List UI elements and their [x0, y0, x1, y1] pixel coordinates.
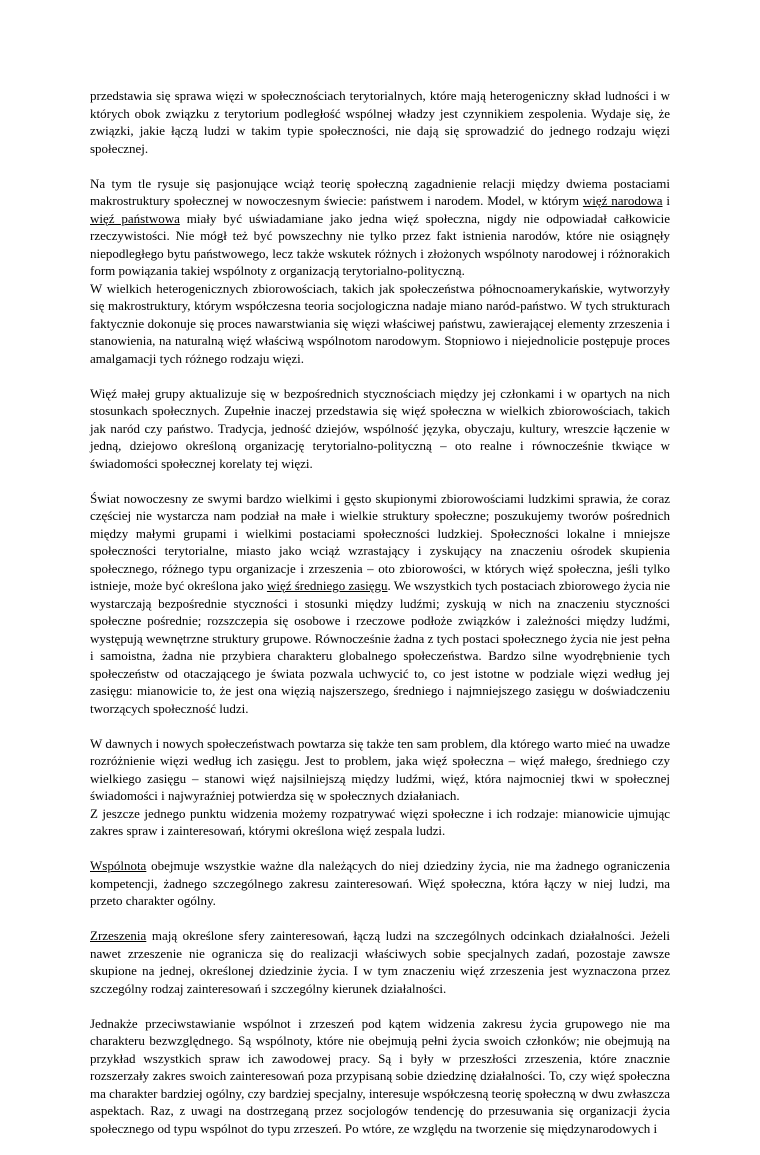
text-run: Więź małej grupy aktualizuje się w bezpośrednich stycznościach między jej członkami i w opartych na nich stosunkach społecznych. Zupełnie inaczej przedstawia się więź społeczna w wielkich zbiorowościach, takich jak naród czy państwo. Tradycja, jedność dziejów, wspólność języka, obyczaju, kultury, wreszcie łączenie w jedną, dziejowo określoną organizację terytorialno-polityczną – oto realne i równocześnie tkwiące w świadomości społecznej korelaty tej więzi.	[90, 385, 670, 471]
paragraph-7	[90, 805, 670, 840]
paragraph-2	[90, 175, 670, 280]
document-page	[90, 87, 670, 1155]
text-run: Jednakże przeciwstawianie wspólnot i zrzeszeń pod kątem widzenia zakresu życia grupowego nie ma charakteru bezwzględnego. Są wspólnoty, które nie obejmują pełni życia swoich członków; nie obejmują na przykład wszystkich spraw ich zawodowej pracy. Są i były w przeszłości zrzeszenia, które znacznie rozszerzały zakres swoich zainteresowań poza przypisaną sobie dziedzinę działalności. To, czy więź społeczna ma charakter bardziej ogólny, czy bardziej specjalny, interesuje współczesną teorię społeczną w dwu zwłaszcza aspektach. Raz, z uwagi na dostrzeganą przez socjologów tendencję do przesuwania się organizacji życia społecznego od typu wspólnot do typu zrzeszeń. Po wtóre, ze względu na tworzenie się międzynarodowych i	[90, 1015, 670, 1136]
text-run: przedstawia się sprawa więzi w społecznościach terytorialnych, które mają heterogeniczny skład ludności i w których obok związku z terytorium podległość wspólnej władzy jest czynnikiem zespolenia. Wydaje się, że związki, jakie łączą ludzi w takim typie społeczności, nie dają się sprowadzić do jednego rodzaju więzi społecznej.	[90, 88, 670, 156]
text-run: miały być uświadamiane jako jedna więź społeczna, nigdy nie odpowiadał całkowicie rzeczywistości. Nie mógł też być powszechny nie tylko przez fakt istnienia narodów, które nie osiągnęły niepodległego bytu państwowego, lecz także wskutek różnych i złożonych wspólnoty narodowej i różnorakich form powiązania takiej wspólnoty z organizacją terytorialno-polityczną.	[90, 210, 671, 278]
text-run: obejmuje wszystkie ważne dla należących do niej dziedziny życia, nie ma żadnego ograniczenia kompetencji, żadnego szczególnego zakresu zainteresowań. Więź społeczna, która łączy w niej ludzi, ma przeto charakter ogólny.	[90, 858, 670, 908]
paragraph-9	[90, 927, 670, 997]
paragraph-3	[90, 280, 670, 368]
text-run: Z jeszcze jednego punktu widzenia możemy rozpatrywać więzi społeczne i ich rodzaje: mianowicie ujmując zakres spraw i zainteresowań, którymi określona więź zespala ludzi.	[90, 805, 670, 838]
paragraph-10	[90, 1015, 670, 1138]
paragraph-1	[90, 87, 670, 157]
text-run: W dawnych i nowych społeczeństwach powtarza się także ten sam problem, dla którego warto mieć na uwadze rozróżnienie więzi według ich zasięgu. Jest to problem, jaka więź społeczna – więź małego, średniego czy wielkiego zasięgu – stanowi więź najsilniejszą między ludźmi, więź, która najmocniej tkwi w społecznej świadomości i najwyraźniej potwierdza się w społecznych działaniach.	[90, 735, 670, 803]
term-wiez-narodowa: więź narodowa	[582, 193, 663, 208]
text-run: . We wszystkich tych postaciach zbiorowego życia nie wystarczają bezpośrednie styczności i stosunki między ludźmi; zyskują w nich na znaczeniu styczności społeczne pośrednie; rozszczepia się osobowe i rzeczowe podłoże związków i zależności między ludźmi, występują wewnętrzne struktury grupowe. Równocześnie żadna z tych postaci społecznego życia nie jest pełna i samoistna, żadna nie przybiera charakteru globalnego społeczeństwa. Bardzo silne wyodrębnienie tych społeczeństw od otaczającego je świata pozwala uchwycić to, co jest istotne w podziale więzi według jej zasięgu: mianowicie to, że jest ona więzią najszerszego, średniego i najmniejszego zasięgu w doświadczeniu tworzących społeczność ludzi.	[90, 578, 671, 716]
text-run: mają określone sfery zainteresowań, łączą ludzi na szczególnych odcinkach działalności. Jeżeli nawet zrzeszenie nie ogranicza się do realizacji właściwych sobie specjalnych zadań, pozostaje zawsze skupione na jednej, określonej dziedzinie życia. I w tym znaczeniu więź zrzeszenia jest wyznaczona przez szczególny rodzaj zainteresowań i szczególny kierunek działalności.	[90, 928, 670, 996]
paragraph-4	[90, 385, 670, 473]
text-run: W wielkich heterogenicznych zbiorowościach, takich jak społeczeństwa północnoamerykańskie, wytworzyły się makrostruktury, którym współczesna teoria socjologiczna nadaje miano naród-państwo. W tych strukturach faktycznie dokonuje się proces nawarstwiania się więzi właściwej państwu, zawierającej elementy zrzeszenia i stanowienia, na naturalną więź właściwą wspólnotom narodowym. Stopniowo i niejednolicie postępuje proces amalgamacji tych różnego rodzaju więzi.	[90, 280, 670, 366]
paragraph-8	[90, 857, 670, 910]
term-zrzeszenia: Zrzeszenia	[90, 928, 147, 943]
term-wiez-sredniego-zasiegu: więź średniego zasięgu	[266, 578, 388, 593]
term-wiez-panstwowa: więź państwowa	[90, 210, 180, 226]
text-run: Na tym tle rysuje się pasjonujące wciąż teorię społeczną zagadnienie relacji między dwiema postaciami makrostruktury społecznej w nowoczesnym świecie: państwem i narodem. Model, w którym	[90, 175, 670, 208]
term-wspolnota: Wspólnota	[90, 858, 147, 873]
paragraph-6	[90, 735, 670, 805]
text-run: i	[662, 193, 670, 208]
text-run: Świat nowoczesny ze swymi bardzo wielkimi i gęsto skupionymi zbiorowościami ludzkimi sprawia, że coraz częściej nie wystarcza nam podział na małe i wielkie struktury społeczne; poszukujemy tworów pośrednich między małymi grupami i wielkimi postaciami społeczności ludzkiej. Społeczności lokalne i mniejsze społeczności terytorialne, miasto jako wciąż wzrastający i zyskujący na znaczeniu ośrodek skupienia społecznego, różnego typu organizacje i zrzeszenia – oto zbiorowości, w których więź społeczna, jeśli tylko istnieje, może być określona jako	[90, 490, 670, 593]
paragraph-5	[90, 490, 670, 718]
